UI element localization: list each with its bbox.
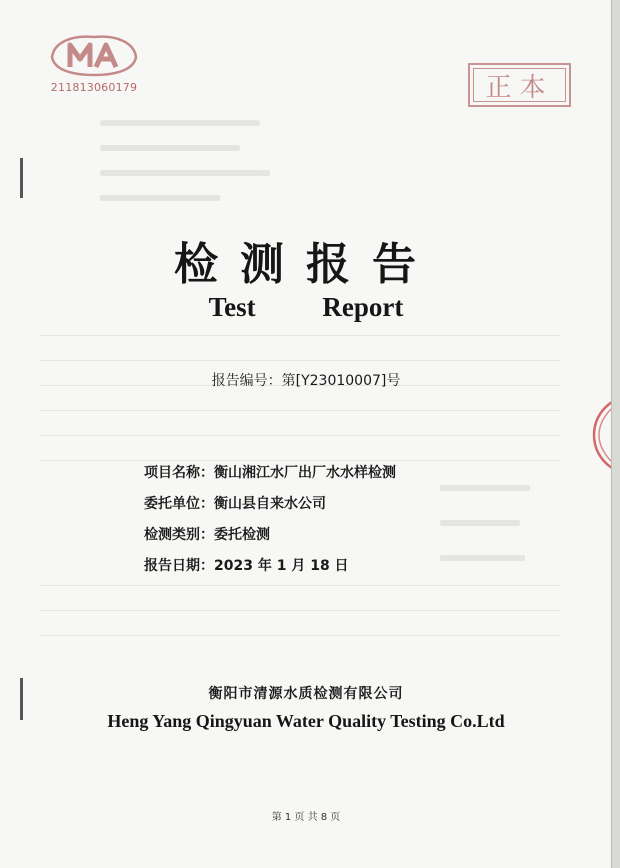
- test-category: 检测类别：委托检测: [144, 527, 270, 543]
- report-date: 报告日期：2023 年 1 月 18 日: [144, 558, 349, 574]
- page-indicator: 第 1 页 共 8 页: [271, 812, 341, 823]
- client-unit: 委托单位：衡山县自来水公司: [144, 496, 326, 512]
- report-number: 报告编号：第[Y23010007]号: [211, 373, 401, 389]
- reverse-side-bleed-through: [40, 115, 570, 675]
- certification-code: 211813060179: [50, 81, 138, 94]
- binding-mark-top: [20, 158, 23, 198]
- original-copy-stamp-text: 正本: [473, 68, 566, 102]
- cma-certification-mark: [48, 33, 140, 93]
- issuer-name-chinese: 衡阳市清源水质检测有限公司: [208, 686, 404, 702]
- project-name: 项目名称：衡山湘江水厂出厂水水样检测: [144, 465, 396, 481]
- report-info-block: [144, 462, 396, 586]
- report-title-english: Test Report: [208, 292, 404, 322]
- issuer-name-english: Heng Yang Qingyuan Water Quality Testing Co.Ltd: [107, 711, 505, 731]
- cma-logo-icon: [48, 33, 140, 79]
- original-copy-stamp: [468, 63, 571, 107]
- report-title-chinese: 检测报告: [174, 239, 438, 290]
- partial-company-seal-icon: [592, 400, 612, 470]
